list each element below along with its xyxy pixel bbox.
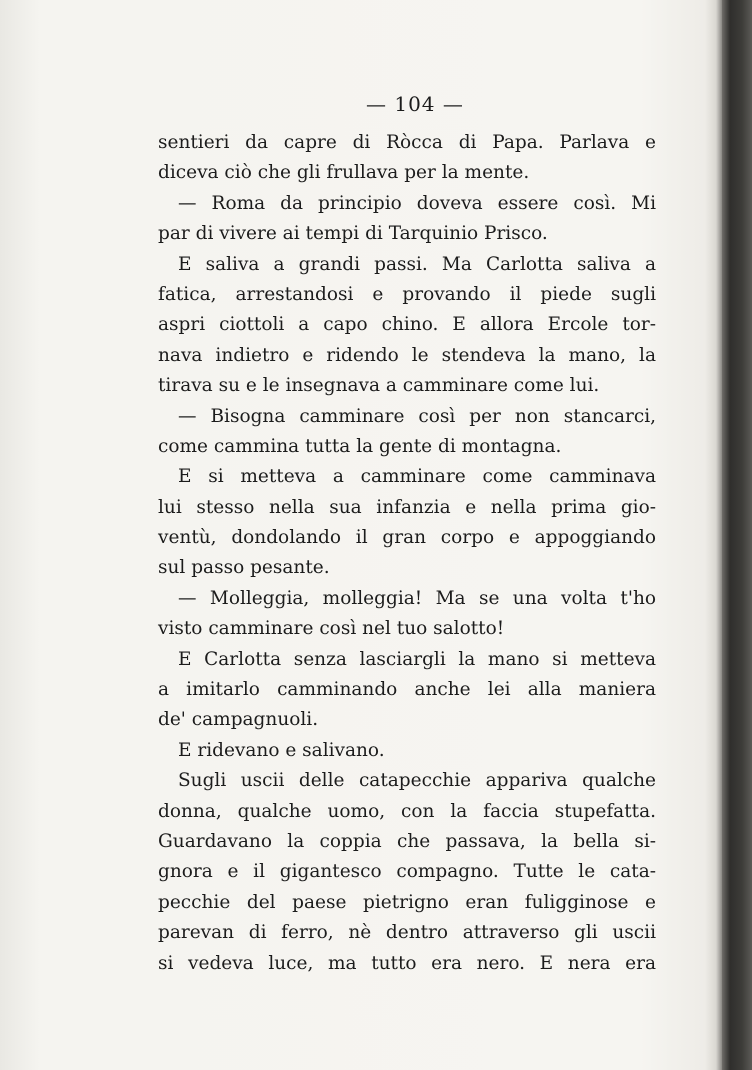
text-line: tirava su e le insegnava a camminare come lui. [158, 375, 600, 397]
text-line: nava indietro e ridendo le stendeva la mano, la [158, 344, 656, 366]
book-spine-shadow [722, 0, 752, 1070]
text-line: lui stesso nella sua infanzia e nella prima gio- [158, 496, 656, 518]
page-number: — 104 — [366, 92, 464, 116]
text-line: gnora e il gigantesco compagno. Tutte le cata- [158, 861, 656, 883]
text-line: par di vivere ai tempi di Tarquinio Prisco. [158, 223, 548, 245]
text-line: come cammina tutta la gente di montagna. [158, 435, 562, 457]
text-line: E si metteva a camminare come camminava [178, 466, 656, 488]
text-line: donna, qualche uomo, con la faccia stupefatta. [158, 800, 656, 822]
text-line: Sugli uscii delle catapecchie appariva qualche [178, 770, 656, 792]
text-line: pecchie del paese pietrigno eran fuligginose e [158, 891, 656, 913]
text-line: — Molleggia, molleggia! Ma se una volta t'ho [178, 587, 656, 609]
body-text [158, 128, 656, 979]
text-line: Guardavano la coppia che passava, la bella si- [158, 830, 656, 852]
text-line: — Bisogna camminare così per non stancarci, [178, 405, 656, 427]
text-line: aspri ciottoli a capo chino. E allora Ercole tor- [158, 314, 656, 336]
text-line: — Roma da principio doveva essere così. Mi [178, 192, 656, 214]
text-line: si vedeva luce, ma tutto era nero. E nera era [158, 952, 656, 974]
text-line: E Carlotta senza lasciargli la mano si metteva [178, 648, 656, 670]
text-line: visto camminare così nel tuo salotto! [158, 618, 505, 640]
text-line: a imitarlo camminando anche lei alla maniera [158, 679, 656, 701]
text-line: de' campagnuoli. [158, 709, 319, 731]
text-line: diceva ciò che gli frullava per la mente. [158, 162, 530, 184]
text-line: sentieri da capre di Ròcca di Papa. Parlava e [158, 132, 656, 153]
text-line: E ridevano e salivano. [178, 739, 385, 761]
text-line: E saliva a grandi passi. Ma Carlotta saliva a [178, 253, 656, 275]
text-line: sul passo pesante. [158, 557, 330, 579]
text-line: parevan di ferro, nè dentro attraverso gli uscii [158, 922, 656, 944]
text-line: fatica, arrestandosi e provando il piede sugli [158, 283, 656, 305]
text-line: ventù, dondolando il gran corpo e appoggiando [158, 527, 656, 549]
